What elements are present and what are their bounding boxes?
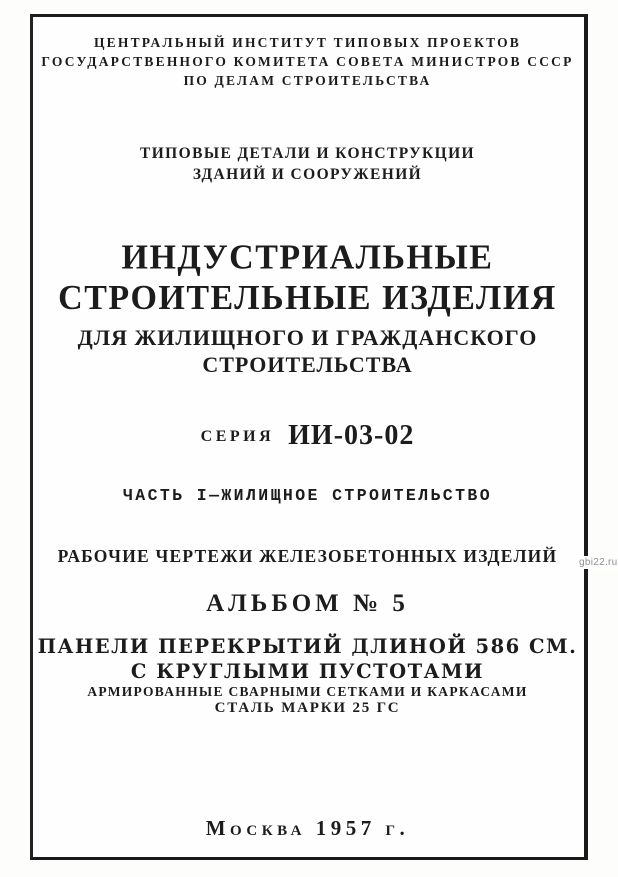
- typical-details-line-2: ЗДАНИЙ И СООРУЖЕНИЙ: [192, 166, 423, 183]
- document-subtitle-line-2: СТРОИТЕЛЬСТВА: [202, 352, 413, 377]
- org-header-line-2: ГОСУДАРСТВЕННОГО КОМИТЕТА СОВЕТА МИНИСТРОВ СССР: [41, 54, 574, 69]
- product-title-line-2: С КРУГЛЫМИ ПУСТОТАМИ: [130, 660, 485, 683]
- series-code: ИИ-03-02: [288, 420, 415, 451]
- typical-details-header: [30, 143, 585, 185]
- typical-details-line-1: ТИПОВЫЕ ДЕТАЛИ И КОНСТРУКЦИИ: [139, 145, 476, 162]
- part-designation: ЧАСТЬ I—ЖИЛИЩНОЕ СТРОИТЕЛЬСТВО: [122, 486, 493, 505]
- site-watermark: gbi22.ru: [579, 557, 618, 568]
- product-detail-steel-grade: СТАЛЬ МАРКИ 25 ГС: [214, 700, 401, 716]
- imprint-city-year: Москва 1957 г.: [205, 816, 410, 840]
- working-drawings-title: РАБОЧИЕ ЧЕРТЕЖИ ЖЕЛЕЗОБЕТОННЫХ ИЗДЕЛИЙ: [57, 546, 558, 566]
- album-number: АЛЬБОМ № 5: [206, 590, 409, 617]
- document-title: [30, 237, 585, 318]
- product-title-line-1: ПАНЕЛИ ПЕРЕКРЫТИЙ ДЛИНОЙ 586 СМ.: [37, 635, 578, 658]
- series-label: СЕРИЯ: [200, 428, 275, 445]
- product-title: [30, 634, 585, 684]
- org-header-line-3: ПО ДЕЛАМ СТРОИТЕЛЬСТВА: [183, 73, 432, 88]
- product-detail-reinforcement: АРМИРОВАННЫЕ СВАРНЫМИ СЕТКАМИ И КАРКАСАМИ: [87, 684, 528, 699]
- document-subtitle: [30, 324, 585, 378]
- series-designation: [30, 420, 585, 452]
- product-details: [30, 684, 585, 716]
- document-subtitle-line-1: ДЛЯ ЖИЛИЩНОГО И ГРАЖДАНСКОГО: [77, 325, 538, 350]
- org-header-line-1: ЦЕНТРАЛЬНЫЙ ИНСТИТУТ ТИПОВЫХ ПРОЕКТОВ: [93, 35, 522, 50]
- document-title-line-1: ИНДУСТРИАЛЬНЫЕ: [121, 238, 494, 277]
- document-title-line-2: СТРОИТЕЛЬНЫЕ ИЗДЕЛИЯ: [58, 279, 557, 318]
- organization-header: [30, 33, 585, 90]
